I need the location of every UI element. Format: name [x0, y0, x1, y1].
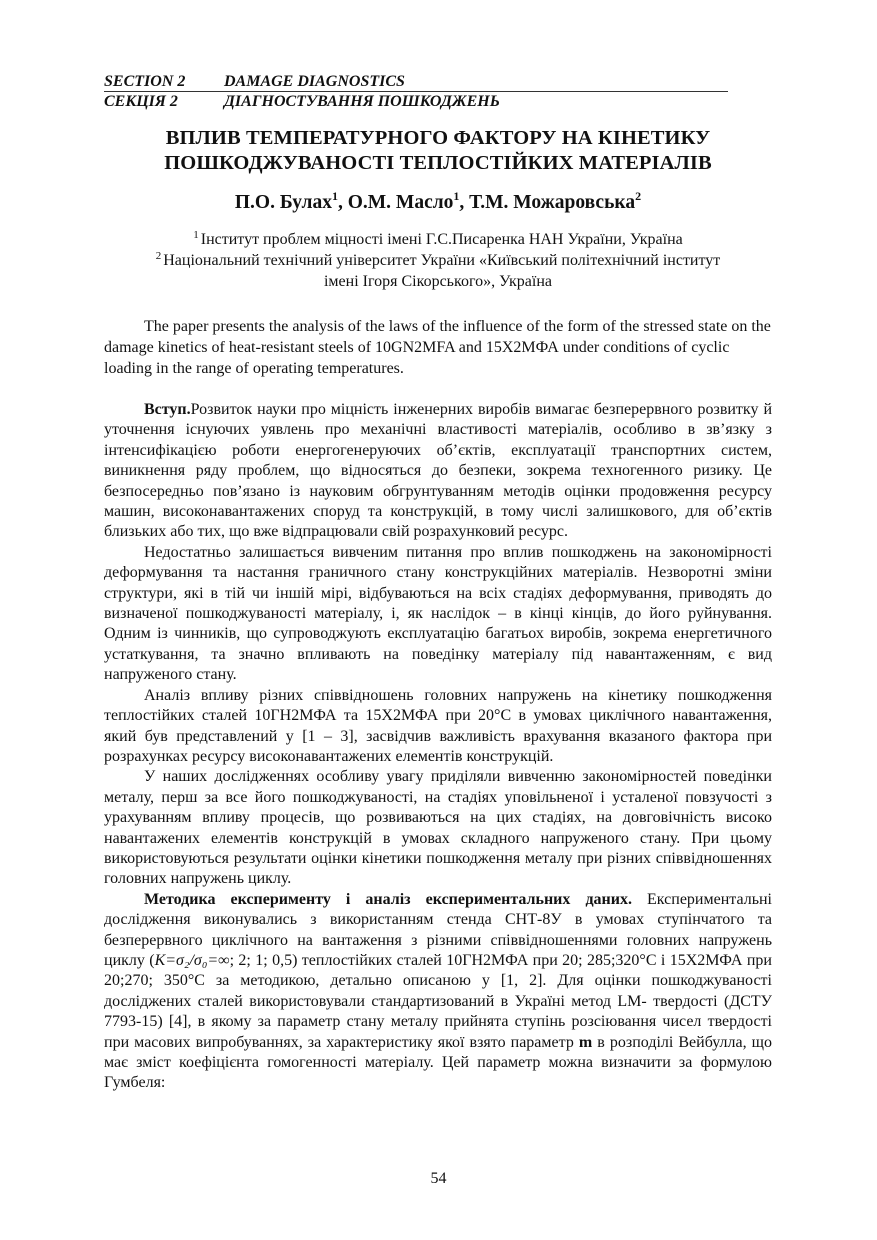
affiliation-text: Національний технічний університет України «Київський політехнічний інститут — [163, 252, 721, 269]
affiliation-text: Інститут проблем міцності імені Г.С.Писаренка НАН України, Україна — [200, 231, 683, 248]
section-header — [104, 72, 772, 111]
author-name: Т.М. Можаровська — [469, 192, 636, 213]
affiliation-2-cont: імені Ігоря Сікорського», Україна — [323, 273, 553, 290]
page-content — [104, 72, 772, 1094]
paragraph-method — [104, 890, 772, 1094]
title-line-1: ВПЛИВ ТЕМПЕРАТУРНОГО ФАКТОРУ НА КІНЕТИКУ — [165, 127, 711, 149]
affiliation-1 — [104, 229, 772, 250]
affiliations — [104, 229, 772, 292]
paragraph-text: Розвиток науки про міцність інженерних виробів вимагає безперервного розвитку й уточнення існуючих уявлень про механічні властивості матеріалів, особливо в зв’язку з інтенсифікацією роботи енергогенеруючих об’єктів, експлуатації транспортних систем, виникнення ряду проблем, що відносяться до безпеки, зокрема техногенного ризику. Це безпосередньо пов’язано із науковим обгрунтуванням методів оцінки продовження ресурсу машин, високонавантажених споруд та конструкцій, в тому числі залишкового, для об’єктів близьких або тих, що вже відпрацювали свій розрахунковий ресурс. — [104, 401, 772, 541]
page-number: 54 — [430, 1170, 447, 1187]
section-header-uk — [104, 92, 772, 111]
paragraph-2: Недостатньо залишається вивченим питання про вплив пошкоджень на закономірності деформування та настання граничного стану конструкційних матеріалів. Незворотні зміни структури, які в тій чи іншій мірі, відбуваються на всіх стадіях деформування, приводять до визначеної пошкоджуваності матеріалу, і, як наслідок – в кінці кінців, до його руйнування. Одним із чинників, що супроводжують експлуатацію багатьох виробів, зокрема енергетичного устаткування, та значно впливають на поведінку матеріалу під навантаженням, є вид напруженого стану. — [104, 543, 772, 684]
method-heading: Методика експерименту і аналіз експериментальних даних. — [144, 890, 632, 908]
paragraph-intro — [104, 400, 772, 543]
title-line-2: ПОШКОДЖУВАНОСТІ ТЕПЛОСТІЙКИХ МАТЕРІАЛІВ — [164, 152, 712, 174]
affiliation-mark: 1 — [193, 229, 199, 241]
section-title-en: DAMAGE DIAGNOSTICS — [224, 73, 405, 90]
paper-title — [104, 126, 772, 176]
paragraph-4: У наших дослідженнях особливу увагу приділяли вивченню закономірностей поведінки металу, перш за все його пошкоджуваності, на стадіях уповільненої і усталеної повзучості з урахуванням впливу процесів, що розвиваються на цих стадіях, на довговічність високо навантажених елементів конструкцій в умовах складного напруженого стану. При цьому використовуються результати оцінки кінетики пошкодження металу при різних співвідношеннях головних напружень циклу. — [104, 768, 772, 888]
abstract: The paper presents the analysis of the laws of the influence of the form of the stressed state on the damage kinetics of heat-resistant steels of 10GN2MFA and 15X2MФА under conditions of cyclic loading in the range of operating temperatures. — [104, 318, 771, 377]
paragraph-text: ; 2; 1; 0,5) теплостійких сталей 10ГН2МФА при 20; 285;320°С і 15Х2МФА при 20;270; 350°С за методикою, детально описаною у [1, 2]. Для оцінки пошкоджуваності досліджених сталей використовували стандартизований в Україні метод LM- твердості (ДСТУ 7793-15) [4], в якому за параметр стану металу прийнята ступінь розсіювання чисел твердості при масових випробуваннях, за характеристику якої взято параметр — [104, 951, 772, 1051]
author-name: О.М. Масло — [347, 192, 454, 213]
affiliation-mark: 2 — [155, 250, 162, 262]
stress-ratio-formula: К=σ₂/σ₀=∞ — [154, 951, 230, 969]
main-text — [104, 400, 772, 1094]
weibull-parameter: m — [578, 1033, 593, 1051]
affiliation-2 — [104, 250, 772, 271]
author-3 — [469, 189, 642, 213]
section-header-en — [104, 72, 728, 92]
author-2 — [347, 189, 470, 213]
author-affiliation-mark: 1 — [331, 189, 338, 203]
section-number-uk: СЕКЦІЯ 2 — [104, 93, 178, 110]
author-separator: , — [337, 192, 348, 213]
author-affiliation-mark: 1 — [453, 189, 460, 203]
paragraph-3: Аналіз впливу різних співвідношень головних напружень на кінетику пошкодження теплостійких сталей 10ГН2МФА та 15Х2МФА при 20°С в умовах циклічного навантаження, який був представлений у [1 – 3], засвідчив важливість врахування вказаного фактора при розрахунках ресурсу високонавантажених елементів конструкцій. — [104, 686, 772, 765]
author-name: П.О. Булах — [234, 192, 332, 213]
section-title-uk: ДІАГНОСТУВАННЯ ПОШКОДЖЕНЬ — [224, 93, 500, 110]
section-number-en: SECTION 2 — [104, 73, 186, 90]
paragraph-text: в розподілі Вейбулла, що має зміст коефіцієнта гомогенності матеріалу. Цей параметр можна визначити за формулою Гумбеля: — [104, 1033, 773, 1092]
paragraph-text: Експериментальні дослідження виконувались з використанням стенда СНТ-8У в умовах ступінчатого та безперервного циклічного на вантаження з різними співвідношеннями головних напружень циклу ( — [104, 890, 772, 969]
author-1 — [234, 189, 348, 213]
author-separator: , — [459, 192, 470, 213]
author-affiliation-mark: 2 — [635, 189, 642, 203]
intro-heading: Вступ. — [144, 401, 191, 418]
author-list — [104, 189, 772, 214]
